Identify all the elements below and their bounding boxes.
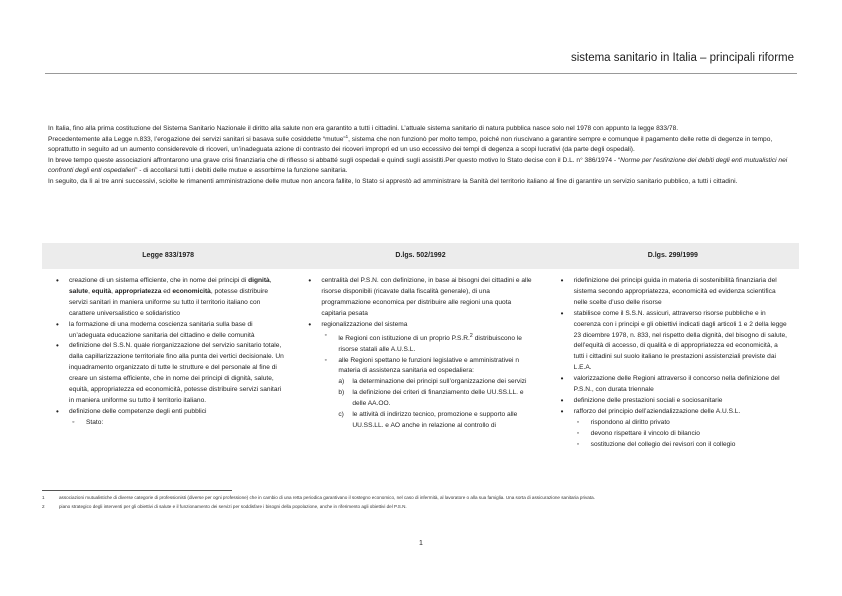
column-header: Legge 833/1978 bbox=[142, 252, 195, 259]
list-item: • rafforzo del principio dell’aziendalizzazione delle A.U.S.L. bbox=[561, 407, 789, 418]
lettered-item: b) la definizione dei criteri di finanziamento delle UU.SS.LL. e delle AA.OO. bbox=[338, 389, 524, 408]
table-body bbox=[42, 276, 799, 451]
intro-text-part: ” - di accollarsi tutti i debiti delle mutue e assorbirne la funzione sanitaria. bbox=[135, 167, 348, 174]
footnote bbox=[42, 504, 407, 509]
column-dlgs-299 bbox=[547, 276, 799, 451]
sub-list-item: ◦ devono rispettare il vincolo di bilancio bbox=[561, 429, 789, 440]
lettered-item: c) le attività di indirizzo tecnico, promozione e supporto alle UU.SS.LL. e AO anche in relazione al controllo di bbox=[338, 411, 518, 429]
list-item: • definizione del S.S.N. quale riorganizzazione del servizio sanitario totale, dalla capillarizzazione territoriale fino alla punta dei vertici decisionale. Un inquadramento organizzato di tutte le strutture e del personale al fine di creare un sistema efficiente, che in nome dei principi di dignità, salute, equità, appropriatezza ed economicità, potesse distribuire servizi sanitari in maniera uniforme su tutto il territorio italiano. bbox=[56, 341, 284, 406]
intro-text-part: In breve tempo queste associazioni affrontarono una grave crisi finanziaria che di riflesso si abbatté sugli ospedali e quindi sugli assistiti.Per questo motivo lo Stato decise con il D.L. n° 386/1974 - “ bbox=[48, 156, 621, 164]
intro-text-part: , sistema che non funzionò per molto tempo, poiché non riuscivano a garantire sempre e comunque il pagamento delle rette di degenze in tempo, soprattutto in seguito ad un aumento considerevole di ricoveri, un’inadeguata azione di contrasto dei ricoveri impropri ed un uso eccessivo dei tempi di degenza a scopi lucrativi (da parte degli ospedali). bbox=[48, 135, 773, 153]
intro-paragraph bbox=[48, 135, 796, 156]
list-item: • creazione di un sistema efficiente, che in nome dei principi di dignità, salute, equità, appropriatezza ed economicità, potesse distribuire servizi sanitari in maniera uniforme su tutto il territorio italiano con carattere universalistico e solidaristico bbox=[56, 276, 284, 320]
sub-list-item: ◦ alle Regioni spettano le funzioni legislative e amministrativei n materia di assistenza sanitaria ed ospedaliera: bbox=[308, 356, 536, 378]
sub-list-item: ◦ le Regioni con istituzione di un proprio P.S.R.$^2$ distribuiscono le risorse statali alle A.U.S.L. bbox=[308, 331, 536, 356]
list-item: • centralità del P.S.N. con definizione, in base ai bisogni dei cittadini e alle risorse disponibili (ricavate dalla fiscalità generale), di una programmazione economica per distribuire alle regioni una quota capitaria pesata bbox=[308, 276, 536, 320]
intro-text bbox=[48, 124, 796, 187]
list-item: • ridefinizione dei principi guida in materia di sostenibilità finanziaria del sistema secondo appropriatezza, economicità ed evidenza scientifica nelle scelte d’uso delle risorse bbox=[561, 276, 789, 309]
footnote-text: piano strategico degli interventi per gli obiettivi di salute e il funzionamento dei servizi per soddisfare i bisogni della popolazione, anche in riferimento agli obiettivi del P.S.N. bbox=[59, 504, 407, 509]
intro-text-part: Precedentemente alla Legge n.833, l’erogazione dei servizi sanitari si basava sulle cosiddette “mutue” bbox=[48, 135, 346, 143]
column-header: D.lgs. 502/1992 bbox=[395, 252, 446, 259]
list-item: • definizione delle prestazioni sociali e sociosanitarie bbox=[561, 396, 789, 407]
list-item: • stabilisce come il S.S.N. assicuri, attraverso risorse pubbliche e in coerenza con i principi e gli obiettivi indicati dagli articoli 1 e 2 della legge 23 dicembre 1978, n. 833, nel rispetto della dignità, del bisogno di salute, dell’equità di accesso, di qualità e di appropriatezza ed economicità, a tutti i cittadini sul suolo italiano le prestazioni assistenziali previste dai L.E.A. bbox=[561, 309, 789, 374]
footnote-number: 2 bbox=[42, 504, 45, 509]
intro-paragraph bbox=[48, 156, 796, 177]
column-legge-833 bbox=[42, 276, 294, 451]
intro-paragraph: In seguito, da lì ai tre anni successivi, sciolte le rimanenti amministrazione delle mutue non ancora fallite, lo Stato si apprestò ad amministrare la Sanità del territorio italiano al fine di garantire un servizio sanitario pubblico, a tutti i cittadini. bbox=[48, 177, 738, 185]
footnote-ref: 1 bbox=[345, 133, 349, 139]
lettered-item: a) la determinazione dei principi sull’organizzazione dei servizi bbox=[338, 378, 527, 386]
column-dlgs-502 bbox=[294, 276, 546, 451]
list-item: • la formazione di una moderna coscienza sanitaria sulla base di un’adeguata educazione sanitaria del cittadino e delle comunità bbox=[56, 320, 284, 342]
column-header: D.lgs. 299/1999 bbox=[647, 252, 698, 259]
page-number: 1 bbox=[419, 540, 423, 547]
footnote-divider bbox=[42, 490, 232, 491]
title-divider bbox=[45, 73, 797, 74]
sub-list-item: ◦ sostituzione del collegio dei revisori con il collegio bbox=[561, 440, 789, 451]
list-item: • definizione delle competenze degli enti pubblici bbox=[56, 407, 284, 418]
page-title: sistema sanitario in Italia – principali riforme bbox=[570, 52, 794, 64]
intro-text-italic: Norme per l’estinzione dei debiti degli enti mutualistici nei confronti degli enti ospedalieri bbox=[48, 156, 788, 174]
footnote-text: associazioni mutualistiche di diverse categorie di professionisti (diverse per ogni professione) che in cambio di una retta periodica garantivano il sostegno economico, nel caso di infermità, al lavoratore o alla sua famiglia. Una sorta di assicurazione sanitaria privata. bbox=[59, 495, 595, 500]
footnote bbox=[42, 495, 595, 500]
intro-paragraph: In Italia, fino alla prima costituzione del Sistema Sanitario Nazionale il diritto alla salute non era garantito a tutti i cittadini. L’attuale sistema sanitario di natura pubblica nasce solo nel 1978 con appunto la legge 833/78. bbox=[48, 125, 679, 132]
list-item: • valorizzazione delle Regioni attraverso il concorso nella definizione del P.S.N., con durata triennale bbox=[561, 374, 789, 396]
footnote-ref: 2 bbox=[469, 332, 473, 339]
sub-list-item: ◦ rispondono al diritto privato bbox=[561, 418, 789, 429]
table-header bbox=[42, 243, 799, 269]
sub-list-item: ◦ Stato: bbox=[56, 418, 284, 429]
footnote-number: 1 bbox=[42, 495, 45, 500]
list-item: • regionalizzazione del sistema bbox=[308, 320, 536, 331]
